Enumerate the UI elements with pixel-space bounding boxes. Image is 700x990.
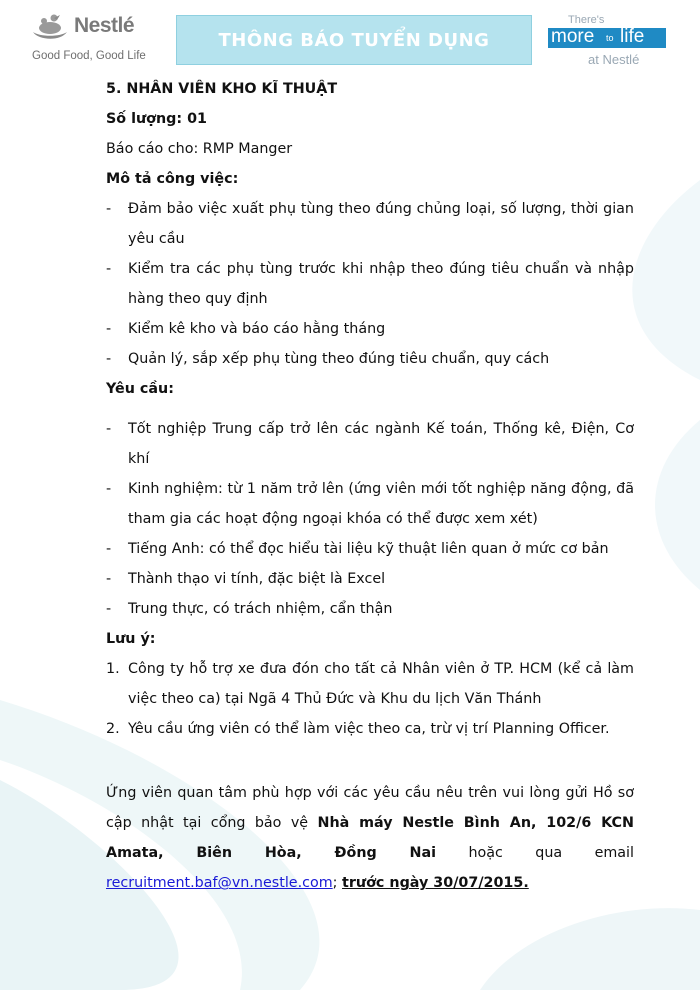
document-header: [0, 0, 700, 80]
list-item: - Thành thạo vi tính, đặc biệt là Excel: [106, 571, 386, 587]
application-instructions: [106, 778, 634, 898]
list-item: 2. Yêu cầu ứng viên có thể làm việc theo ca, trừ vị trí Planning Officer.: [106, 721, 610, 737]
nestle-logo: [30, 10, 160, 70]
slogan-logo: [548, 14, 670, 76]
job-posting-body: [106, 74, 634, 913]
slogan-at-nestle: at Nestlé: [588, 52, 640, 67]
nest-birds-icon: [30, 10, 70, 44]
brand-name: Nestlé: [74, 14, 135, 37]
list-item: - Kiểm kê kho và báo cáo hằng tháng: [106, 321, 386, 337]
position-heading: 5. NHÂN VIÊN KHO KĨ THUẬT: [106, 81, 338, 97]
description-list: [106, 194, 634, 374]
quantity: Số lượng: 01: [106, 111, 207, 127]
list-item: - Đảm bảo việc xuất phụ tùng theo đúng chủng loại, số lượng, thời gian yêu cầu: [106, 201, 634, 247]
list-item: - Kiểm tra các phụ tùng trước khi nhập theo đúng tiêu chuẩn và nhập hàng theo quy định: [106, 261, 634, 307]
page-title: THÔNG BÁO TUYỂN DỤNG: [218, 29, 490, 51]
requirements-heading: Yêu cầu:: [106, 381, 174, 397]
factory-address: Nhà máy Nestle Bình An, 102/6 KCN Amata, Biên Hòa, Đồng Nai: [106, 815, 634, 862]
notes-list: [106, 654, 634, 744]
notes-heading: Lưu ý:: [106, 631, 156, 647]
slogan-theres: There's: [568, 14, 605, 26]
requirements-list: [106, 414, 634, 624]
brand-tagline: Good Food, Good Life: [32, 50, 146, 62]
description-heading: Mô tả công việc:: [106, 171, 239, 187]
list-item: - Tiếng Anh: có thể đọc hiểu tài liệu kỹ thuật liên quan ở mức cơ bản: [106, 541, 609, 557]
reports-to: Báo cáo cho: RMP Manger: [106, 141, 293, 157]
list-item: 1. Công ty hỗ trợ xe đưa đón cho tất cả Nhân viên ở TP. HCM (kể cả làm việc theo ca) tại Ngã 4 Thủ Đức và Khu du lịch Văn Thánh: [106, 661, 634, 707]
separator: ;: [332, 875, 338, 892]
deadline: trước ngày 30/07/2015.: [342, 875, 529, 892]
slogan-life: life: [620, 26, 645, 47]
slogan-more: more: [551, 26, 595, 47]
list-item: - Quản lý, sắp xếp phụ tùng theo đúng tiêu chuẩn, quy cách: [106, 351, 550, 367]
list-item: - Trung thực, có trách nhiệm, cẩn thận: [106, 601, 393, 617]
slogan-to: to: [606, 33, 614, 43]
slogan-box: [548, 28, 666, 48]
application-intro: Ứng viên quan tâm phù hợp với các yêu cầu nêu trên vui lòng gửi Hồ sơ cập nhật tại cổng bảo vệ: [106, 785, 634, 832]
or-email-text: hoặc qua email: [468, 845, 634, 862]
list-item: - Tốt nghiệp Trung cấp trở lên các ngành Kế toán, Thống kê, Điện, Cơ khí: [106, 421, 634, 467]
list-item: - Kinh nghiệm: từ 1 năm trở lên (ứng viên mới tốt nghiệp năng động, đã tham gia các hoạt động ngoại khóa có thể được xem xét): [106, 481, 634, 527]
title-banner: [176, 15, 532, 65]
email-link[interactable]: recruitment.baf@vn.nestle.com: [106, 875, 333, 892]
